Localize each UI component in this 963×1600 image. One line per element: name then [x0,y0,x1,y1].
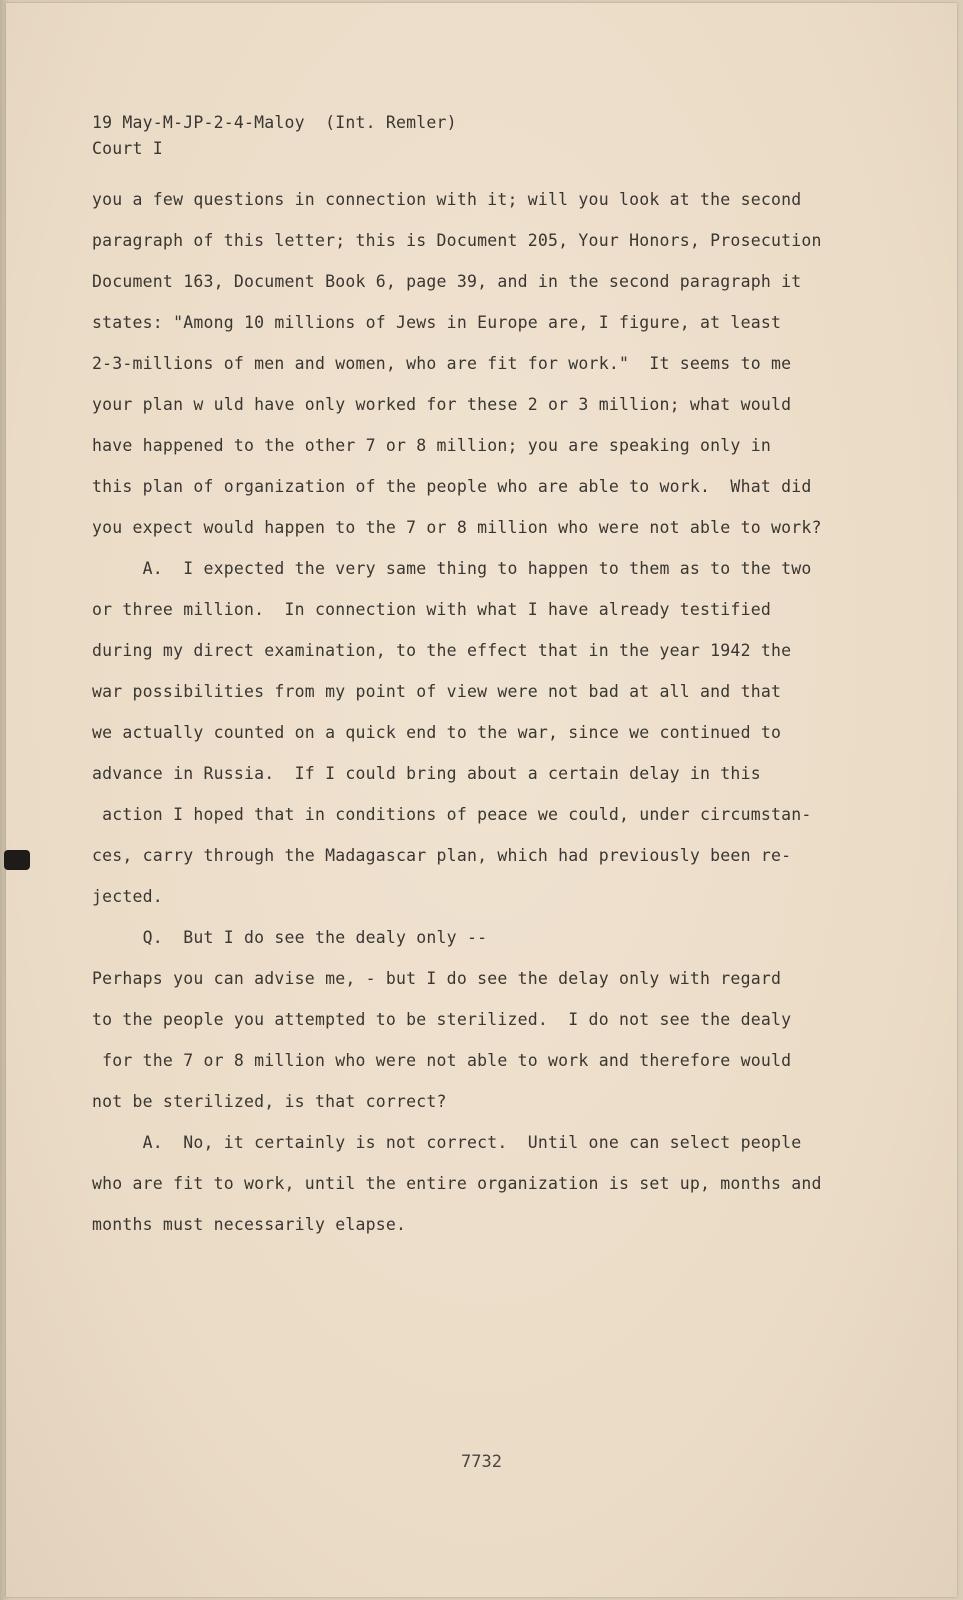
text-line: action I hoped that in conditions of peace we could, under circumstan- [92,805,812,824]
text-line: during my direct examination, to the effect that in the year 1942 the [92,641,792,660]
text-line: have happened to the other 7 or 8 million; you are speaking only in [92,436,771,455]
header-court-line: Court I [92,139,163,158]
text-line: 2-3-millions of men and women, who are fit for work." It seems to me [92,354,792,373]
page-number: 7732 [461,1452,502,1472]
text-line: advance in Russia. If I could bring about a certain delay in this [92,764,761,783]
text-line: jected. [92,887,163,906]
text-line: to the people you attempted to be sterilized. I do not see the dealy [92,1010,792,1029]
text-line: not be sterilized, is that correct? [92,1092,447,1111]
text-line: you expect would happen to the 7 or 8 million who were not able to work? [92,518,822,537]
binder-clip-mark [4,850,30,870]
text-line: war possibilities from my point of view were not bad at all and that [92,682,782,701]
text-line: for the 7 or 8 million who were not able to work and therefore would [92,1051,792,1070]
answer-line: A. No, it certainly is not correct. Until one can select people [92,1133,802,1152]
text-line: who are fit to work, until the entire organization is set up, months and [92,1174,822,1193]
text-line: or three million. In connection with what I have already testified [92,600,771,619]
text-line: Perhaps you can advise me, - but I do see the delay only with regard [92,969,782,988]
text-line: you a few questions in connection with it; will you look at the second [92,190,802,209]
text-line: months must necessarily elapse. [92,1215,407,1234]
text-line: paragraph of this letter; this is Document 205, Your Honors, Prosecution [92,231,822,250]
text-line: states: "Among 10 millions of Jews in Europe are, I figure, at least [92,313,782,332]
header-session-line: 19 May-M-JP-2-4-Maloy (Int. Remler) [92,113,457,132]
document-header [92,110,457,162]
text-line: Document 163, Document Book 6, page 39, and in the second paragraph it [92,272,802,291]
text-line: your plan w uld have only worked for these 2 or 3 million; what would [92,395,792,414]
text-line: this plan of organization of the people who are able to work. What did [92,477,812,496]
text-line: we actually counted on a quick end to the war, since we continued to [92,723,782,742]
question-line: Q. But I do see the dealy only -- [92,928,488,947]
text-line: ces, carry through the Madagascar plan, which had previously been re- [92,846,792,865]
answer-line: A. I expected the very same thing to happen to them as to the two [92,559,812,578]
